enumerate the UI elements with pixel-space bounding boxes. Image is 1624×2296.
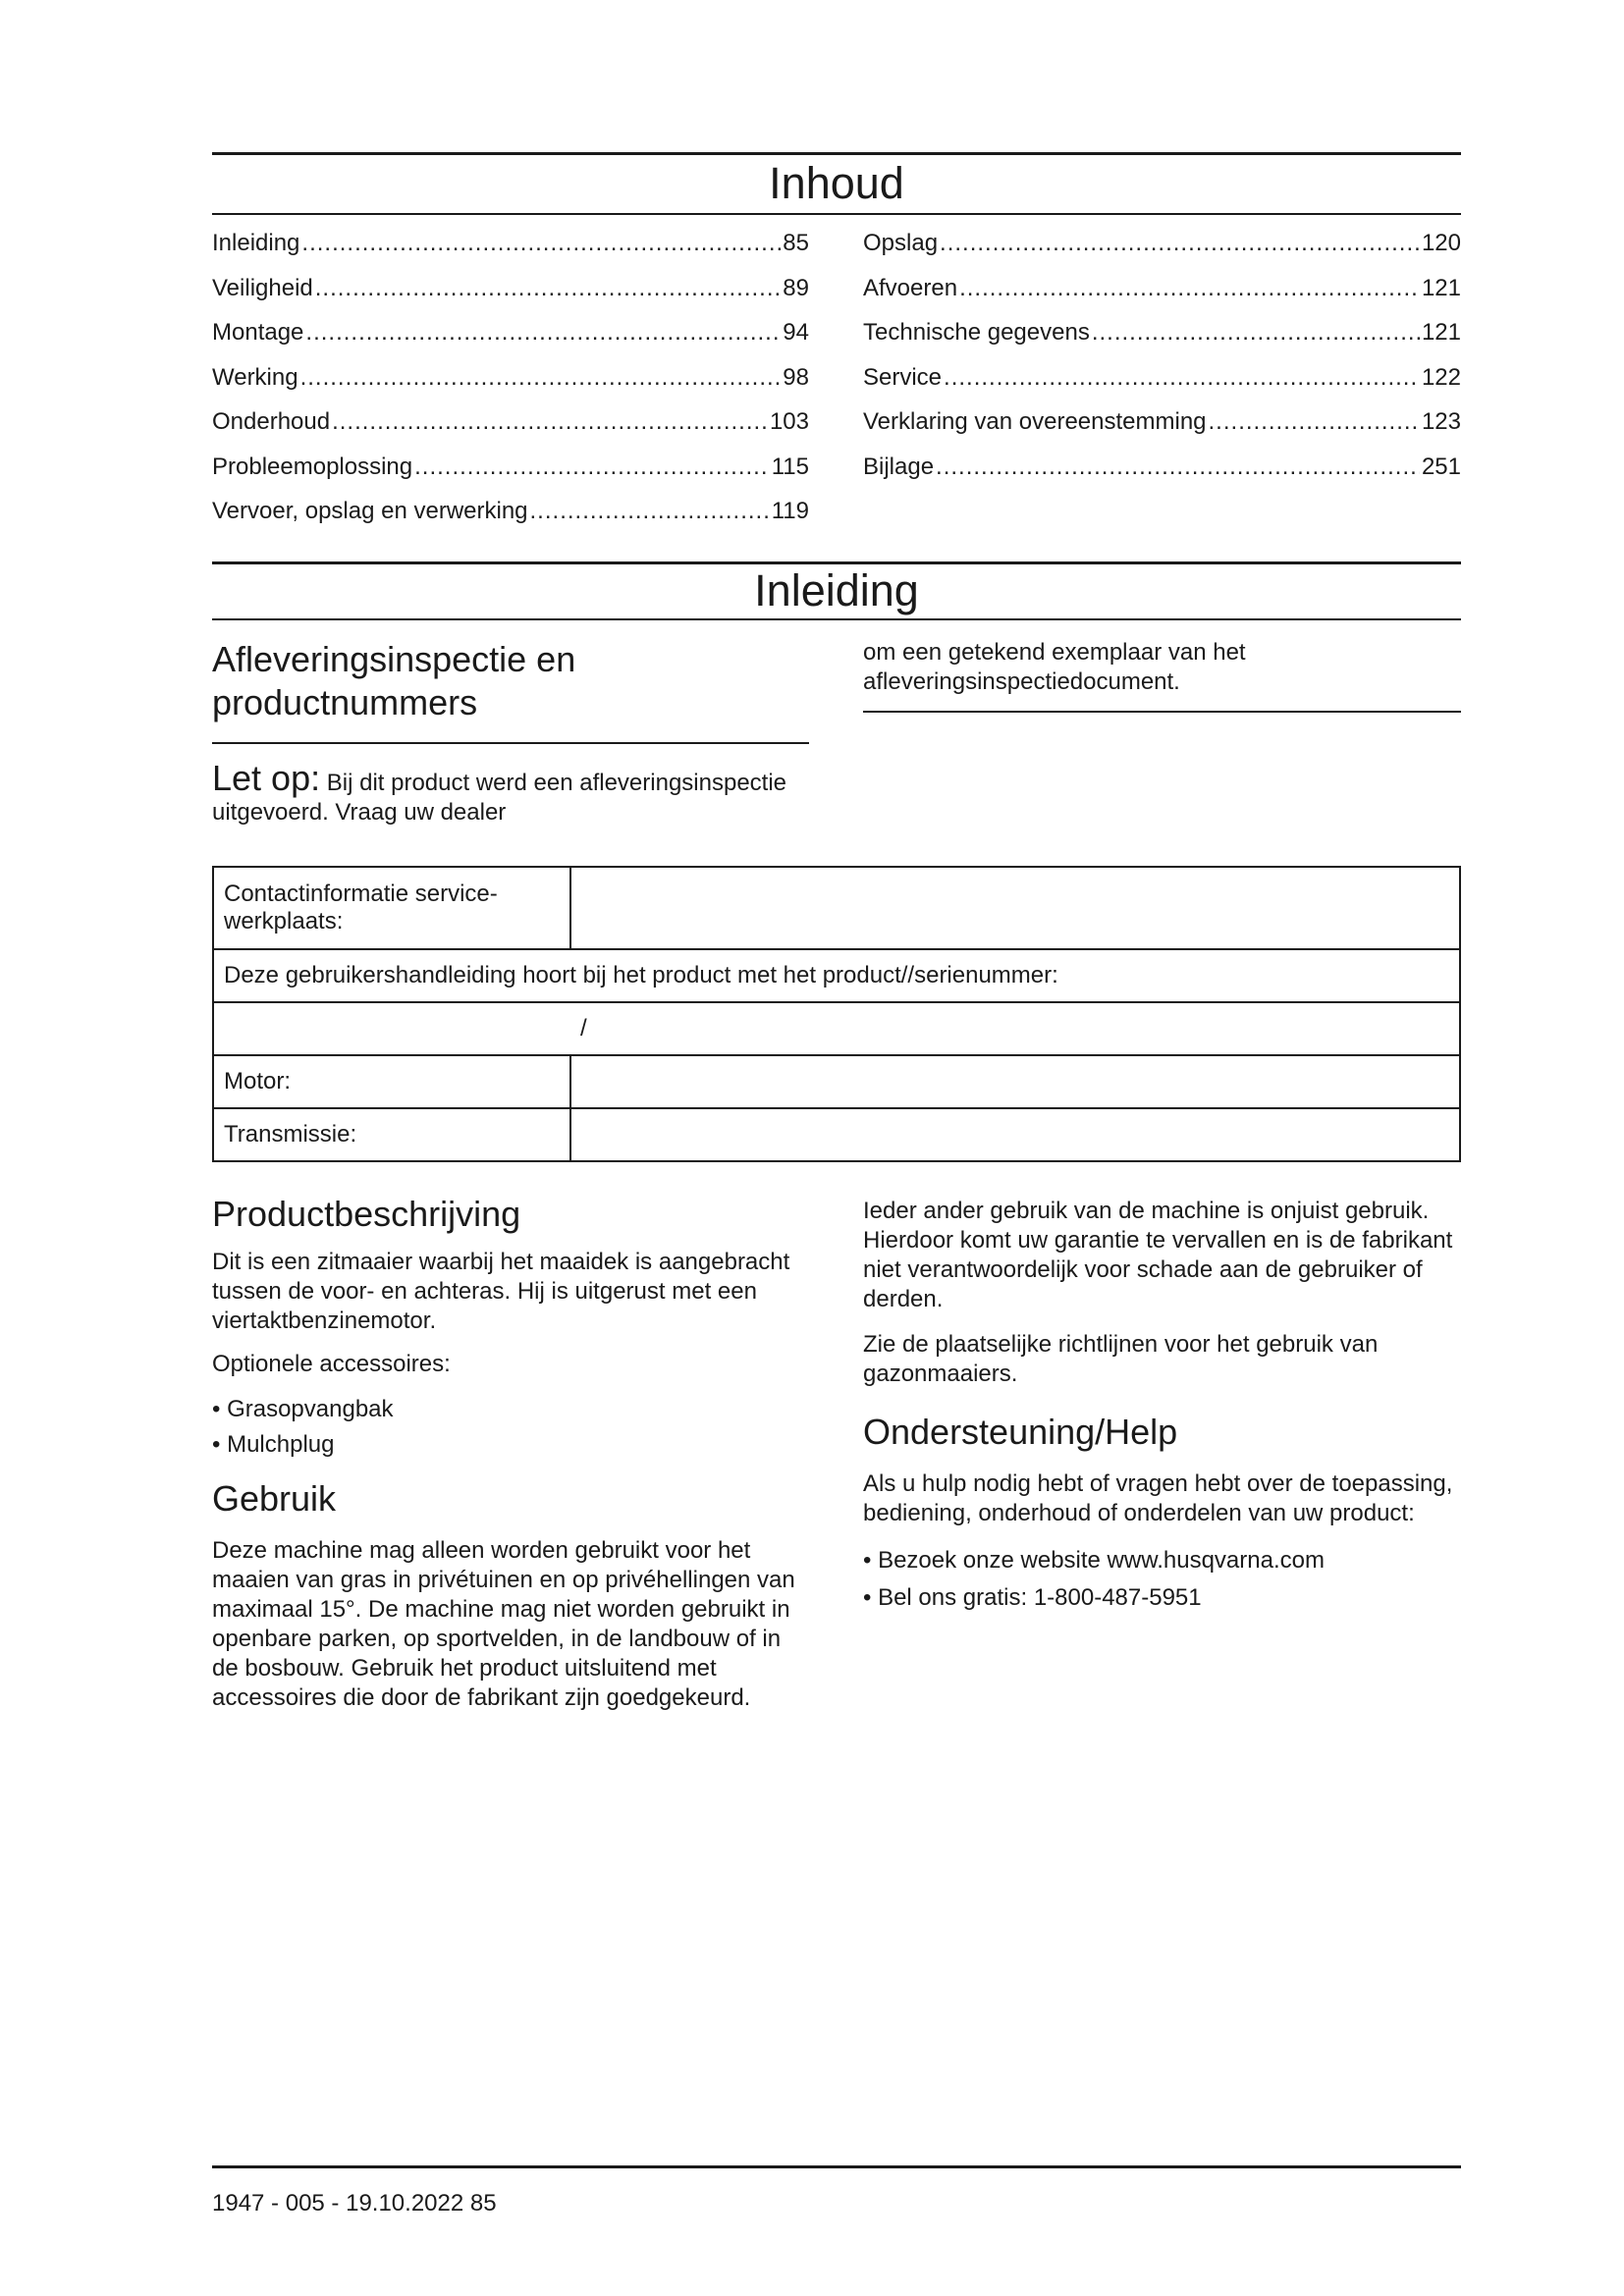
intro-title: Inleiding: [754, 565, 919, 615]
note-divider: [863, 711, 1461, 713]
usage-text: Deze machine mag alleen worden gebruikt voor het maaien van gras in privétuinen en op privéhellingen van maximaal 15°. De machine mag niet worden gebruikt in openbare parken, op sportvelden, in de landbouw of in de bosbouw. Gebruik het product uitsluitend met accessoires die door de fabrikant zijn goedgekeurd.: [212, 1537, 795, 1711]
toc-entry[interactable]: Vervoer, opslag en verwerking ..... 119: [212, 498, 809, 543]
footer-page-number: 85: [469, 2190, 497, 2216]
support-text: Als u hulp nodig hebt of vragen hebt over de toepassing, bediening, onderhoud of onderdelen van uw product:: [863, 1470, 1453, 1526]
footer-rule: [212, 2165, 1461, 2168]
toc-entry[interactable]: Afvoeren ..... 121: [863, 275, 1461, 320]
toc-entry[interactable]: Veiligheid ..... 89: [212, 275, 809, 320]
delivery-heading: Afleveringsinspectie en productnummers: [212, 639, 576, 722]
transmission-value[interactable]: [570, 1108, 1460, 1161]
toc-entry[interactable]: Werking ..... 98: [212, 364, 809, 409]
product-info-table: [212, 866, 1461, 1162]
toc-entry[interactable]: Technische gegevens ..... 121: [863, 319, 1461, 364]
toc-right-column: [863, 230, 1461, 498]
motor-value[interactable]: [570, 1055, 1460, 1108]
product-heading: Productbeschrijving: [212, 1194, 521, 1234]
usage-continuation-section: [863, 1197, 1461, 1613]
toc-entry[interactable]: Montage ..... 94: [212, 319, 809, 364]
note-continuation: [863, 638, 1461, 713]
serial-slash: /: [580, 1015, 587, 1041]
footer: [212, 2190, 497, 2217]
accessory-item: • Mulchplug: [212, 1430, 809, 1460]
note-text-continued: om een getekend exemplaar van het afleveringsinspectiedocument.: [863, 639, 1246, 695]
contents-rule: [212, 213, 1461, 215]
serial-row[interactable]: [213, 1002, 1460, 1055]
usage-heading: Gebruik: [212, 1478, 337, 1519]
support-heading: Ondersteuning/Help: [863, 1412, 1178, 1452]
footer-doc-id: 1947 - 005 - 19.10.2022: [212, 2190, 464, 2216]
intro-rule: [212, 618, 1461, 620]
manual-row: Deze gebruikershandleiding hoort bij het product met het product//serienummer:: [213, 949, 1460, 1002]
toc-entry[interactable]: Service ..... 122: [863, 364, 1461, 409]
product-text: Dit is een zitmaaier waarbij het maaidek is aangebracht tussen de voor- en achteras. Hij is uitgerust met een viertaktbenzinemotor.: [212, 1249, 790, 1334]
top-rule: [212, 152, 1461, 155]
toc-entry[interactable]: Inleiding ..... 85: [212, 230, 809, 275]
intro-top-rule: [212, 561, 1461, 564]
toc-entry[interactable]: Onderhoud ..... 103: [212, 408, 809, 454]
transmission-label: Transmissie:: [213, 1108, 570, 1161]
delivery-divider: [212, 742, 809, 744]
note-paragraph: [212, 758, 809, 828]
support-item: • Bel ons gratis: 1-800-487-5951: [863, 1583, 1461, 1613]
note-text: Bij dit product werd een afleveringsinspectie uitgevoerd. Vraag uw dealer: [212, 770, 787, 826]
toc-left-column: [212, 230, 809, 543]
contact-value[interactable]: [570, 867, 1460, 949]
toc-entry[interactable]: Bijlage ..... 251: [863, 454, 1461, 499]
usage-text-right-2: Zie de plaatselijke richtlijnen voor het gebruik van gazonmaaiers.: [863, 1331, 1379, 1387]
toc-entry[interactable]: Probleemoplossing ..... 115: [212, 454, 809, 499]
product-description-section: [212, 1193, 809, 1713]
usage-text-right-1: Ieder ander gebruik van de machine is onjuist gebruik. Hierdoor komt uw garantie te vervallen en is de fabrikant niet verantwoordelijk voor schade aan de gebruiker of derden.: [863, 1198, 1453, 1312]
note-label: Let op:: [212, 758, 321, 798]
contents-title: Inhoud: [769, 158, 904, 208]
motor-label: Motor:: [213, 1055, 570, 1108]
accessories-intro: Optionele accessoires:: [212, 1351, 451, 1377]
toc-entry[interactable]: Opslag ..... 120: [863, 230, 1461, 275]
toc-entry[interactable]: Verklaring van overeenstemming ..... 123: [863, 408, 1461, 454]
delivery-section: [212, 638, 809, 828]
contact-label: Contactinformatie service-werkplaats:: [213, 867, 570, 949]
accessory-item: • Grasopvangbak: [212, 1395, 809, 1424]
support-item: • Bezoek onze website www.husqvarna.com: [863, 1546, 1461, 1575]
